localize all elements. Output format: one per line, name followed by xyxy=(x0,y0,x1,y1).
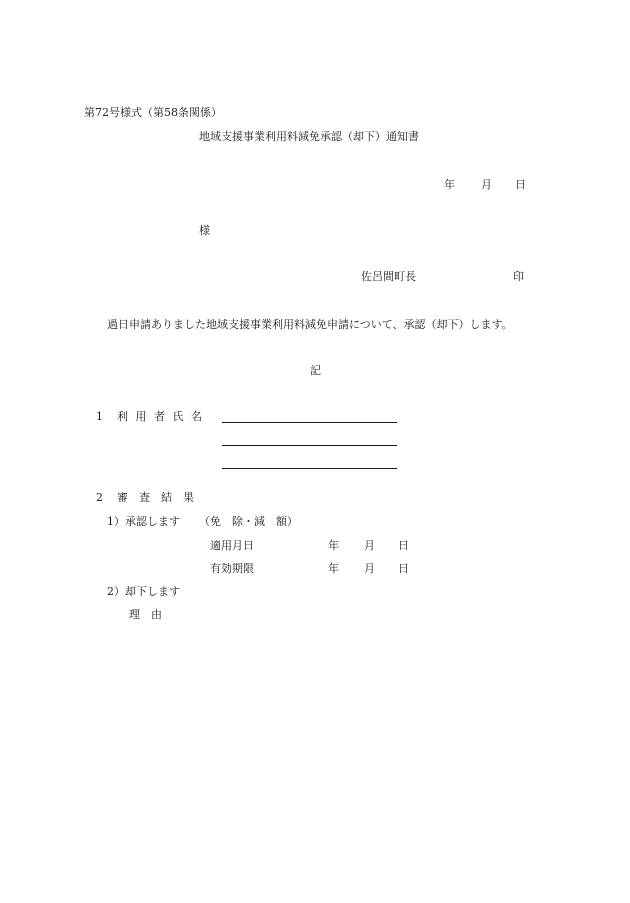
date-month: 月 xyxy=(481,178,492,191)
approve-label: 1）承認します xyxy=(107,515,180,528)
section2-label: 審 査 結 果 xyxy=(117,491,194,504)
form-number: 第72号様式（第58条関係） xyxy=(84,106,222,119)
apply-date-month: 月 xyxy=(364,539,375,552)
reject-label: 2）却下します xyxy=(107,585,180,598)
body-text: 過日申請ありました地域支援事業利用料減免申請について、承認（却下）します。 xyxy=(107,318,513,331)
valid-period-label: 有効期限 xyxy=(210,562,254,575)
apply-date-year: 年 xyxy=(328,539,339,552)
apply-date-day: 日 xyxy=(398,539,409,552)
section2-number: 2 xyxy=(96,491,103,504)
approve-options: （免 除・減 額） xyxy=(199,515,298,528)
date-day: 日 xyxy=(515,178,526,191)
valid-period-day: 日 xyxy=(398,562,409,575)
section1-label: 利 用 者 氏 名 xyxy=(117,410,204,423)
issuer-name: 佐呂間町長 xyxy=(361,270,416,283)
section1-number: 1 xyxy=(96,410,103,423)
name-line-1[interactable] xyxy=(222,422,397,423)
date-year: 年 xyxy=(444,178,455,191)
name-line-3[interactable] xyxy=(222,468,397,469)
issuer-seal: 印 xyxy=(513,270,524,283)
ki-heading: 記 xyxy=(310,364,321,377)
name-line-2[interactable] xyxy=(222,445,397,446)
apply-date-label: 適用月日 xyxy=(210,539,254,552)
valid-period-month: 月 xyxy=(364,562,375,575)
valid-period-year: 年 xyxy=(328,562,339,575)
document-title: 地域支援事業利用料減免承認（却下）通知書 xyxy=(199,130,419,143)
addressee-suffix: 様 xyxy=(199,224,210,237)
reason-label: 理 由 xyxy=(129,608,162,621)
